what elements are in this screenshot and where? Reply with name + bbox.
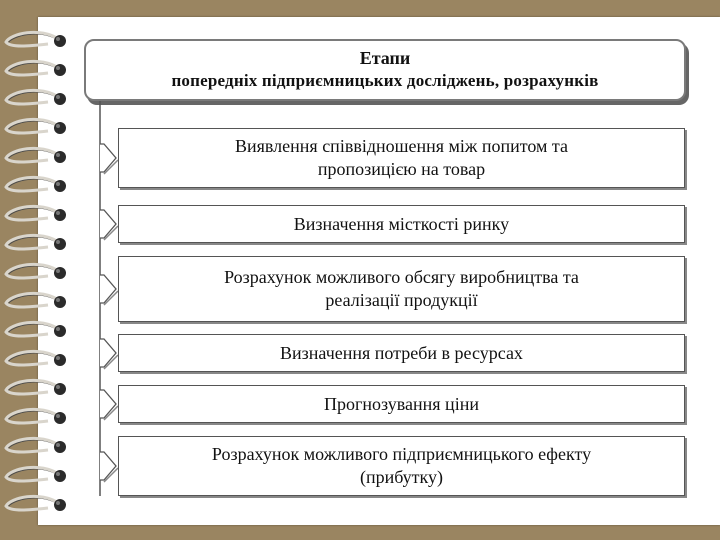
binding-ring [6, 438, 66, 453]
binding-ring [6, 206, 66, 221]
binding-ring [6, 148, 66, 163]
binding-ring [6, 177, 66, 192]
title-subheading: попередніх підприємницьких досліджень, розрахунків [171, 71, 599, 90]
step-4-line1: Визначення потреби в ресурсах [280, 342, 523, 363]
binding-ring [6, 90, 66, 105]
step-box-5 [118, 385, 685, 423]
step-6-line2: (прибутку) [359, 467, 444, 487]
step-box-3 [118, 256, 685, 322]
spiral-binding [0, 0, 80, 540]
binding-ring [6, 32, 66, 47]
step-1-line2: пропозицією на товар [317, 159, 486, 179]
step-5-line1: Прогнозування ціни [324, 393, 479, 414]
step-box-4 [118, 334, 685, 372]
step-3-line2: реалізації продукції [325, 290, 478, 310]
binding-ring [6, 351, 66, 366]
step-2-line1: Визначення місткості ринку [293, 213, 510, 234]
binding-ring [6, 119, 66, 134]
binding-ring [6, 380, 66, 395]
step-box-2 [118, 205, 685, 243]
binding-ring [6, 264, 66, 279]
step-3-line1: Розрахунок можливого обсягу виробництва та [224, 267, 579, 287]
step-box-6 [118, 436, 685, 496]
title-box [84, 39, 686, 101]
step-box-1 [118, 128, 685, 188]
binding-ring [6, 61, 66, 76]
binding-ring [6, 293, 66, 308]
binding-ring [6, 235, 66, 250]
step-1-line1: Виявлення співвідношення між попитом та [235, 136, 568, 156]
binding-ring [6, 496, 66, 511]
binding-ring [6, 322, 66, 337]
binding-ring [6, 467, 66, 482]
title-heading: Етапи [359, 48, 411, 68]
step-6-line1: Розрахунок можливого підприємницького ефекту [211, 444, 592, 464]
binding-ring [6, 409, 66, 424]
